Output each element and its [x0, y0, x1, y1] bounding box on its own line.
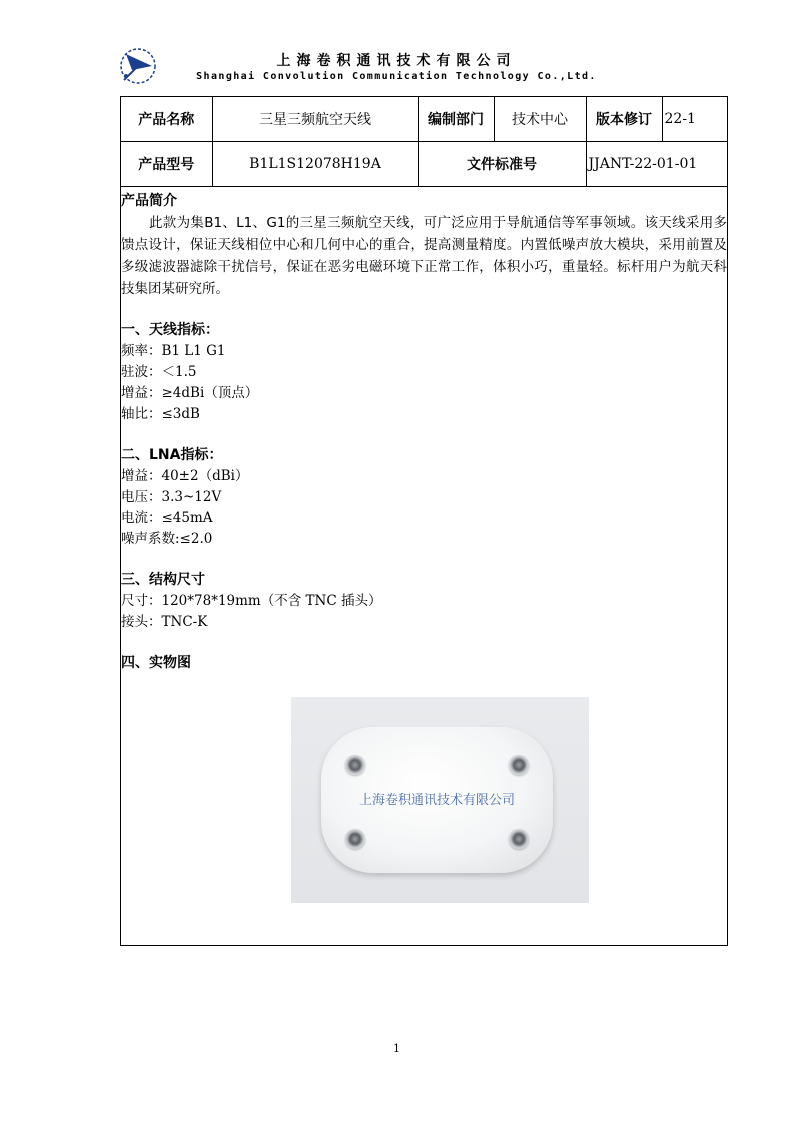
product-model-label: 产品型号 — [121, 142, 212, 187]
product-name-label: 产品名称 — [121, 97, 212, 142]
spec-line: 电流：≤45mA — [121, 510, 213, 526]
product-model-value: B1L1S12078H19A — [212, 142, 418, 187]
spec-line: 接头：TNC-K — [121, 614, 208, 630]
spec-line: 电压：3.3~12V — [121, 489, 222, 505]
antenna-device-image — [321, 727, 553, 873]
page-number: 1 — [393, 1042, 400, 1055]
spec-line: 尺寸：120*78*19mm（不含 TNC 插头） — [121, 593, 382, 609]
screw-icon — [509, 829, 529, 849]
photo-title: 四、实物图 — [121, 655, 191, 671]
revision-label: 版本修订 — [586, 97, 662, 142]
doc-standard-value: JJANT-22-01-01 — [586, 142, 727, 187]
screw-icon — [345, 755, 365, 775]
structure-title: 三、结构尺寸 — [121, 572, 205, 588]
table-row — [121, 142, 727, 187]
device-label: 上海卷积通讯技术有限公司 — [358, 793, 515, 808]
spec-line: 增益：≥4dBi（顶点） — [121, 385, 259, 401]
spec-line: 噪声系数:≤2.0 — [121, 531, 213, 547]
spec-line: 轴比：≤3dB — [121, 406, 200, 422]
product-info-table — [121, 97, 727, 187]
doc-standard-label: 文件标准号 — [418, 142, 586, 187]
revision-value: 22-1 — [662, 97, 727, 142]
screw-icon — [509, 755, 529, 775]
table-row — [121, 97, 727, 142]
spec-line: 增益：40±2（dBi） — [121, 468, 249, 484]
document-body — [121, 191, 727, 674]
department-value: 技术中心 — [494, 97, 586, 142]
spec-line: 频率：B1 L1 G1 — [121, 343, 226, 359]
intro-title: 产品简介 — [121, 193, 177, 209]
screw-icon — [345, 829, 365, 849]
product-photo — [291, 697, 589, 903]
intro-paragraph: 此款为集B1、L1、G1的三星三频航空天线，可广泛应用于导航通信等军事领域。该天线采用多馈点设计，保证天线相位中心和几何中心的重合，提高测量精度。内置低噪声放大模块，采用前置及多级滤波器滤除干扰信号，保证在恶劣电磁环境下正常工作，体积小巧，重量轻。标杆用户为航天科技集团某研究所。 — [121, 215, 727, 297]
company-name-cn: 上海卷积通讯技术有限公司 — [276, 53, 517, 69]
lna-specs-title: 二、LNA指标： — [121, 447, 223, 463]
department-label: 编制部门 — [418, 97, 494, 142]
antenna-specs-title: 一、天线指标： — [121, 322, 219, 338]
spec-line: 驻波：＜1.5 — [121, 364, 197, 380]
document-frame — [120, 96, 728, 946]
product-name-value: 三星三频航空天线 — [212, 97, 418, 142]
company-name-en: Shanghai Convolution Communication Technology Co.,Ltd. — [196, 71, 597, 82]
